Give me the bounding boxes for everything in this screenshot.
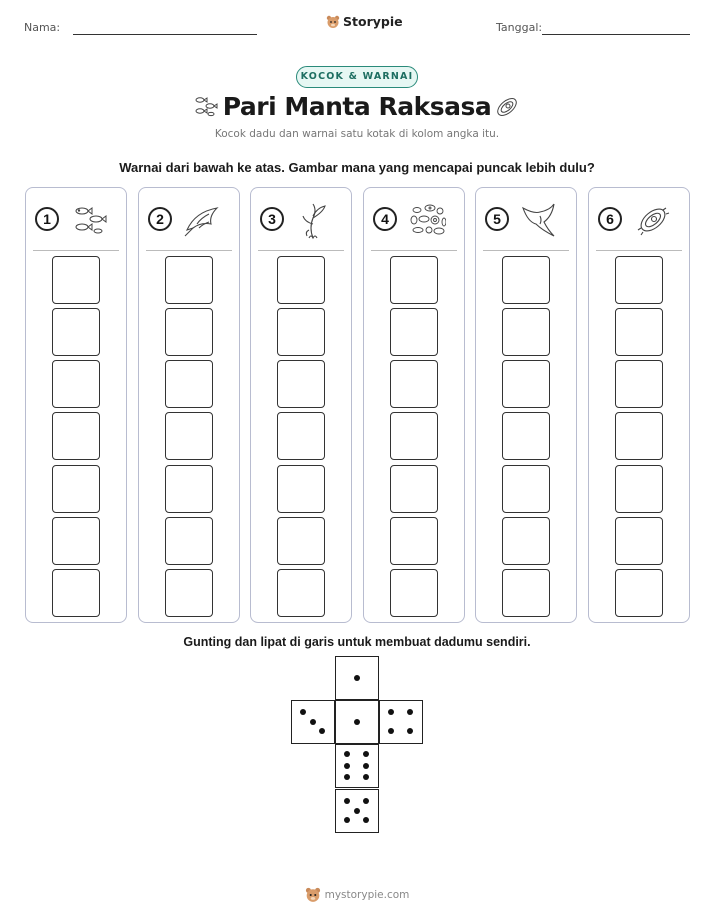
footer xyxy=(0,887,714,903)
dice-face-1 xyxy=(335,700,379,744)
name-label: Nama: xyxy=(24,21,61,34)
color-box[interactable] xyxy=(277,360,325,408)
manta-ray-swimming-icon xyxy=(520,202,558,240)
column-3 xyxy=(250,187,352,623)
dice-pip xyxy=(354,719,360,725)
dice-pip xyxy=(407,709,413,715)
dice-face-3 xyxy=(291,700,335,744)
dice-pip xyxy=(363,763,369,769)
dice-pip xyxy=(363,817,369,823)
color-box[interactable] xyxy=(165,360,213,408)
column-header xyxy=(476,188,576,252)
brand-name: Storypie xyxy=(343,14,403,29)
color-box[interactable] xyxy=(165,517,213,565)
dice-pip xyxy=(388,728,394,734)
column-number: 5 xyxy=(485,207,509,231)
color-box[interactable] xyxy=(165,256,213,304)
color-box[interactable] xyxy=(615,517,663,565)
color-box[interactable] xyxy=(277,256,325,304)
column-header xyxy=(251,188,351,252)
color-box[interactable] xyxy=(52,569,100,617)
column-header xyxy=(26,188,126,252)
dice-pip xyxy=(344,751,350,757)
column-2 xyxy=(138,187,240,623)
manta-ray-icon xyxy=(183,202,221,240)
color-box[interactable] xyxy=(277,412,325,460)
column-header xyxy=(589,188,689,252)
dice-pip xyxy=(363,798,369,804)
color-box[interactable] xyxy=(390,308,438,356)
color-box[interactable] xyxy=(52,360,100,408)
column-header xyxy=(364,188,464,252)
color-box[interactable] xyxy=(502,256,550,304)
color-box[interactable] xyxy=(277,517,325,565)
page-title: Pari Manta Raksasa xyxy=(222,92,492,121)
color-box[interactable] xyxy=(165,412,213,460)
date-label: Tanggal: xyxy=(496,21,543,34)
dice-pip xyxy=(344,798,350,804)
dice-pip xyxy=(319,728,325,734)
color-box[interactable] xyxy=(165,308,213,356)
header-bar xyxy=(0,14,714,42)
color-box[interactable] xyxy=(52,256,100,304)
column-5 xyxy=(475,187,577,623)
color-box[interactable] xyxy=(502,412,550,460)
dice-pip xyxy=(300,709,306,715)
seaweed-icon xyxy=(295,202,333,240)
color-box[interactable] xyxy=(615,360,663,408)
plankton-icon xyxy=(408,202,446,240)
color-box[interactable] xyxy=(390,360,438,408)
column-number: 6 xyxy=(598,207,622,231)
activity-badge: KOCOK & WARNAI xyxy=(296,66,418,88)
microbe-icon xyxy=(633,202,671,240)
dice-pip xyxy=(363,751,369,757)
dice-face-6 xyxy=(335,744,379,788)
color-box[interactable] xyxy=(502,308,550,356)
dice-pip xyxy=(363,774,369,780)
instruction-text: Warnai dari bawah ke atas. Gambar mana yang mencapai puncak lebih dulu? xyxy=(119,160,595,175)
color-box[interactable] xyxy=(502,465,550,513)
dice-pip xyxy=(354,675,360,681)
dice-face-1 xyxy=(335,656,379,700)
column-number: 3 xyxy=(260,207,284,231)
dice-pip xyxy=(344,763,350,769)
dice-pip xyxy=(388,709,394,715)
color-box[interactable] xyxy=(277,308,325,356)
divider xyxy=(371,250,457,251)
color-box[interactable] xyxy=(390,569,438,617)
dice-face-4 xyxy=(379,700,423,744)
column-number: 4 xyxy=(373,207,397,231)
color-box[interactable] xyxy=(277,569,325,617)
color-box[interactable] xyxy=(165,569,213,617)
color-box[interactable] xyxy=(615,308,663,356)
color-box[interactable] xyxy=(615,465,663,513)
color-box[interactable] xyxy=(502,517,550,565)
footer-url[interactable]: mystorypie.com xyxy=(324,889,410,901)
dice-pip xyxy=(354,808,360,814)
dice-pip xyxy=(407,728,413,734)
color-box[interactable] xyxy=(390,517,438,565)
color-box[interactable] xyxy=(52,465,100,513)
cut-instruction: Gunting dan lipat di garis untuk membuat dadumu sendiri. xyxy=(183,635,531,649)
color-box[interactable] xyxy=(165,465,213,513)
fish-school-icon xyxy=(70,202,108,240)
color-box[interactable] xyxy=(615,256,663,304)
divider xyxy=(146,250,232,251)
color-box[interactable] xyxy=(502,360,550,408)
column-number: 1 xyxy=(35,207,59,231)
color-box[interactable] xyxy=(277,465,325,513)
dice-pip xyxy=(344,817,350,823)
column-6 xyxy=(588,187,690,623)
dice-face-5 xyxy=(335,789,379,833)
color-box[interactable] xyxy=(502,569,550,617)
color-box[interactable] xyxy=(615,569,663,617)
dice-pip xyxy=(344,774,350,780)
color-box[interactable] xyxy=(390,412,438,460)
divider xyxy=(483,250,569,251)
name-field[interactable] xyxy=(73,34,257,35)
color-box[interactable] xyxy=(52,517,100,565)
color-box[interactable] xyxy=(52,308,100,356)
column-header xyxy=(139,188,239,252)
color-box[interactable] xyxy=(52,412,100,460)
brand-logo xyxy=(326,14,403,29)
divider xyxy=(258,250,344,251)
color-box[interactable] xyxy=(390,465,438,513)
color-box[interactable] xyxy=(615,412,663,460)
date-field[interactable] xyxy=(542,34,690,35)
bear-icon xyxy=(305,887,321,903)
column-1 xyxy=(25,187,127,623)
column-number: 2 xyxy=(148,207,172,231)
column-4 xyxy=(363,187,465,623)
divider xyxy=(33,250,119,251)
divider xyxy=(596,250,682,251)
color-box[interactable] xyxy=(390,256,438,304)
dice-pip xyxy=(310,719,316,725)
bear-icon xyxy=(326,15,340,29)
microbe-icon xyxy=(494,94,520,120)
page-subtitle: Kocok dadu dan warnai satu kotak di kolom angka itu. xyxy=(214,128,500,140)
